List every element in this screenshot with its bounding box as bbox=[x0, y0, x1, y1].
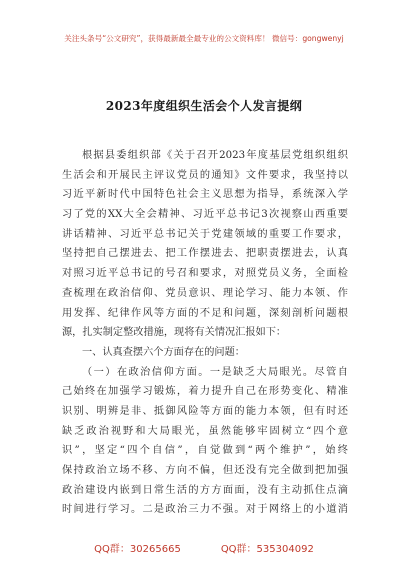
body-line: 源，扎实制定整改措施，现将有关情况汇报如下： bbox=[62, 327, 287, 339]
body-line: 保持政治立场不移、方向不偏，但还没有完全做到把加强 bbox=[62, 465, 348, 476]
body-line: 讲话精神、习近平总书记关于党建领域的重要工作要求， bbox=[62, 228, 348, 240]
body-line: 识”，坚定“四个自信”，自觉做到“两个维护”，始终 bbox=[62, 445, 348, 457]
body-line: 根据县委组织部《关于召开2023年度基层党组织组织 bbox=[82, 150, 348, 161]
body-line: 查梳理在政治信仰、党员意识、理论学习、能力本领、作 bbox=[62, 287, 348, 299]
footer bbox=[0, 540, 408, 555]
body-line: 己始终在加强学习锻炼，着力提升自己在形势变化、精准 bbox=[62, 386, 348, 398]
footer-qq-group-2: QQ群：535304092 bbox=[220, 544, 314, 555]
footer-qq-group-1: QQ群：30265665 bbox=[94, 544, 181, 555]
body-line: 习近平新时代中国特色社会主义思想为指导，系统深入学 bbox=[62, 189, 348, 201]
body-line: 时间进行学习。二是政治三力不强。对于网络上的小道消 bbox=[62, 504, 348, 516]
document-title: 2023年度组织生活会个人发言提纲 bbox=[105, 99, 303, 113]
body-line: （一）在政治信仰方面。一是缺乏大局眼光。尽管自 bbox=[82, 366, 348, 378]
section-heading: 一、认真查摆六个方面存在的问题： bbox=[82, 346, 245, 358]
body-line: 用发挥、纪律作风等方面的不足和问题，深刻剖析问题根 bbox=[62, 307, 348, 319]
body-line: 习了党的XX大全会精神、习近平总书记3次视察山西重要 bbox=[62, 209, 348, 221]
body-line: 生活会和开展民主评议党员的通知》文件要求，我坚持以 bbox=[62, 169, 348, 181]
body-line: 对照习近平总书记的号召和要求，对照党员义务，全面检 bbox=[62, 268, 348, 280]
body-line: 政治建设内嵌到日常生活的方方面面，没有主动抓住点滴 bbox=[62, 484, 348, 496]
body-line: 缺乏政治视野和大局眼光，虽然能够牢固树立“四个意 bbox=[62, 425, 348, 437]
body-line: 坚持把自己摆进去、把工作摆进去、把职责摆进去，认真 bbox=[62, 248, 348, 260]
document-body bbox=[62, 146, 348, 520]
header-note: 关注头条号“公文研究”，获得最新最全最专业的公文资料库！ 微信号：gongwenyj bbox=[64, 34, 344, 43]
body-line: 识别、明辨是非、抵御风险等方面的能力本领，但有时还 bbox=[62, 405, 348, 417]
